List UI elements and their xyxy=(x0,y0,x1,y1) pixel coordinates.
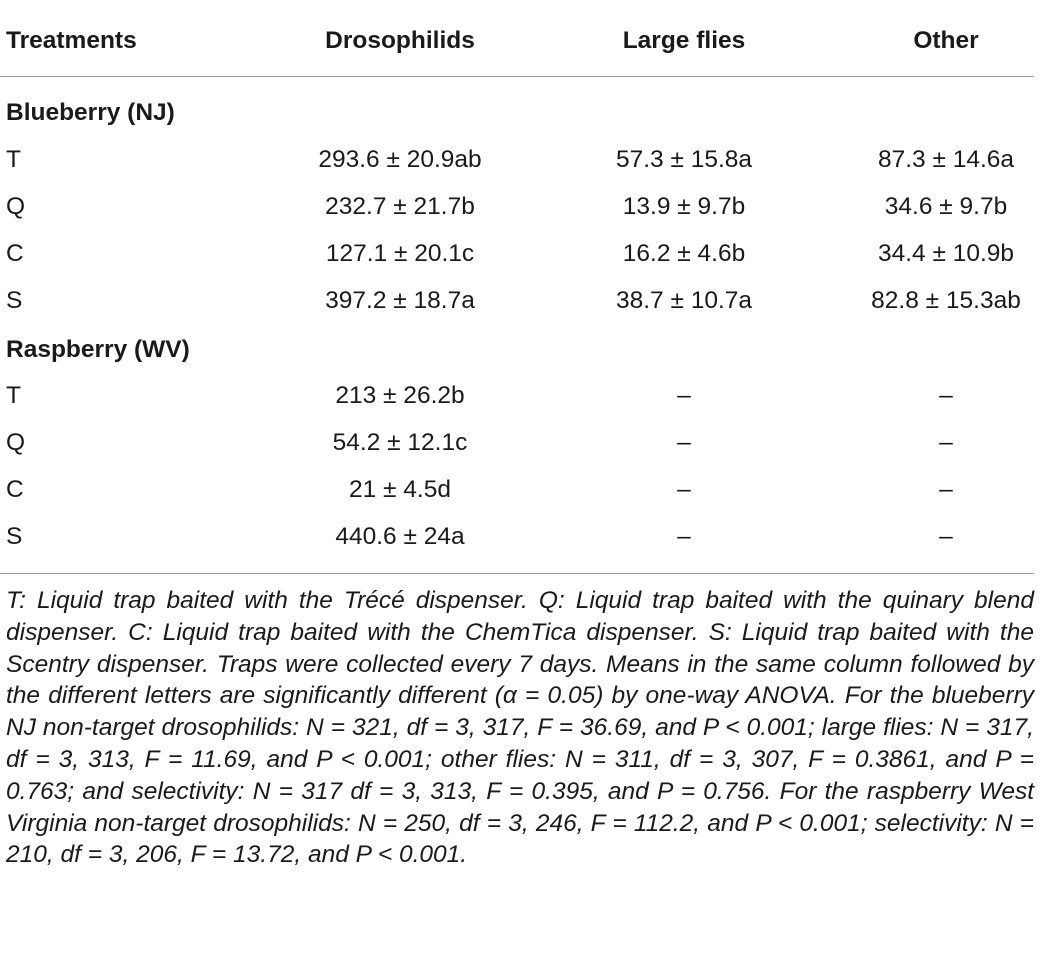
table-row xyxy=(0,278,1041,324)
treatment-cell: T xyxy=(6,382,21,409)
header-other: Other xyxy=(913,27,979,54)
table-row xyxy=(0,467,1041,513)
large-flies-cell: – xyxy=(677,429,691,456)
header-rule xyxy=(0,76,1034,77)
other-cell: 34.4 ± 10.9b xyxy=(877,240,1015,267)
drosophilids-cell: 54.2 ± 12.1c xyxy=(332,429,468,456)
table-footnote: T: Liquid trap baited with the Trécé dispenser. Q: Liquid trap baited with the quinary blend dispenser. C: Liquid trap baited with the ChemTica dispenser. S: Liquid trap baited with the Scentry dispenser. Traps were collected every 7 days. Means in the same column followed by the different letters are significantly different (α = 0.05) by one-way ANOVA. For the blueberry NJ non-target drosophilids: N = 321, df = 3, 317, F = 36.69, and P < 0.001; large flies: N = 317, df = 3, 313, F = 11.69, and P < 0.001; other flies: N = 311, df = 3, 307, F = 0.3861, and P = 0.763; and selectivity: N = 317 df = 3, 313, F = 0.395, and P = 0.756. For the raspberry West Virginia non-target drosophilids: N = 250, df = 3, 246, F = 112.2, and P < 0.001; selectivity: N = 210, df = 3, 206, F = 13.72, and P < 0.001. xyxy=(6,587,1034,869)
large-flies-cell: 16.2 ± 4.6b xyxy=(622,240,746,267)
treatment-cell: S xyxy=(6,287,23,314)
other-cell: – xyxy=(939,523,953,550)
header-large-flies: Large flies xyxy=(622,27,746,54)
drosophilids-cell: 127.1 ± 20.1c xyxy=(325,240,475,267)
drosophilids-cell: 293.6 ± 20.9ab xyxy=(318,146,482,173)
section-title-row xyxy=(0,90,1041,136)
large-flies-cell: – xyxy=(677,382,691,409)
table-row xyxy=(0,514,1041,560)
treatment-cell: Q xyxy=(6,429,26,456)
other-cell: 87.3 ± 14.6a xyxy=(877,146,1015,173)
drosophilids-cell: 232.7 ± 21.7b xyxy=(325,193,475,220)
table-row xyxy=(0,373,1041,419)
drosophilids-cell: 213 ± 26.2b xyxy=(335,382,465,409)
table-row xyxy=(0,420,1041,466)
other-cell: – xyxy=(939,429,953,456)
table-row xyxy=(0,137,1041,183)
footer-rule xyxy=(0,573,1034,574)
other-cell: 82.8 ± 15.3ab xyxy=(871,287,1021,314)
treatment-cell: S xyxy=(6,523,23,550)
large-flies-cell: 57.3 ± 15.8a xyxy=(615,146,753,173)
treatment-cell: C xyxy=(6,240,24,267)
large-flies-cell: – xyxy=(677,523,691,550)
treatment-cell: C xyxy=(6,476,24,503)
drosophilids-cell: 397.2 ± 18.7a xyxy=(325,287,475,314)
header-treatments: Treatments xyxy=(6,27,137,54)
other-cell: – xyxy=(939,382,953,409)
other-cell: – xyxy=(939,476,953,503)
table-header-row xyxy=(0,18,1041,64)
treatment-cell: T xyxy=(6,146,21,173)
large-flies-cell: 38.7 ± 10.7a xyxy=(615,287,753,314)
other-cell: 34.6 ± 9.7b xyxy=(884,193,1008,220)
section-title-row xyxy=(0,327,1041,373)
section-title-raspberry: Raspberry (WV) xyxy=(6,336,190,363)
drosophilids-cell: 440.6 ± 24a xyxy=(335,523,465,550)
large-flies-cell: 13.9 ± 9.7b xyxy=(622,193,746,220)
table-row xyxy=(0,231,1041,277)
header-drosophilids: Drosophilids xyxy=(325,27,475,54)
large-flies-cell: – xyxy=(677,476,691,503)
drosophilids-cell: 21 ± 4.5d xyxy=(349,476,451,503)
table-row xyxy=(0,184,1041,230)
section-title-blueberry: Blueberry (NJ) xyxy=(6,99,175,126)
treatment-cell: Q xyxy=(6,193,26,220)
